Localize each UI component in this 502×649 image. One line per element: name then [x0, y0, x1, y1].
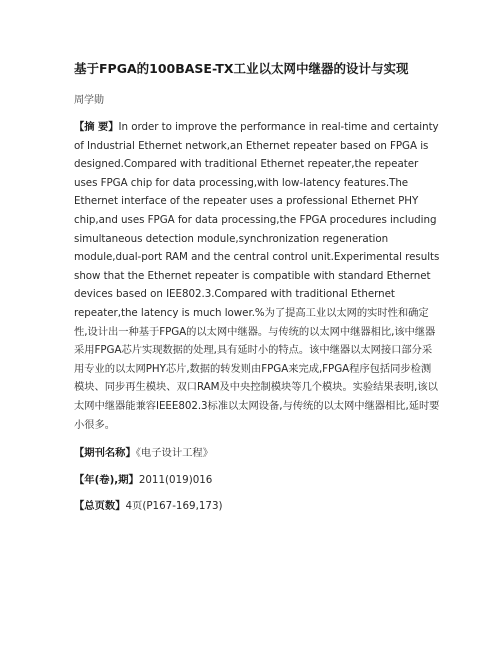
- pages-label: 【总页数】: [74, 500, 126, 513]
- journal-label: 【期刊名称】: [74, 447, 136, 460]
- abstract-paragraph: [74, 118, 440, 434]
- document-page: [74, 58, 440, 515]
- abstract-text: In order to improve the performance in real-time and certainty of Industrial Ethernet network,an Ethernet repeater based on FPGA is designed.Compared with traditional Ethernet repeater,the repeater uses FPGA chip for data processing,with low-latency features.The Ethernet interface of the repeater uses a professional Ethernet PHY chip,and uses FPGA for data processing,the FPGA procedures including simultaneous detection module,synchronization regeneration module,dual-port RAM and the central control unit.Experimental results show that the Ethernet repeater is compatible with standard Ethernet devices based on IEE802.3.Compared with traditional Ethernet repeater,the latency is much lower.%为了提高工业以太网的实时性和确定性,设计出一种基于FPGA的以太网中继器。与传统的以太网中继器相比,该中继器采用FPGA芯片实现数据的处理,具有延时小的特点。该中继器以太网接口部分采用专业的以太网PHY芯片,数据的转发则由FPGA来完成,FPGA程序包括同步检测模块、同步再生模块、双口RAM及中央控制模块等几个模块。实验结果表明,该以太网中继器能兼容IEEE802.3标准以太网设备,与传统的以太网中继器相比,延时要小很多。: [74, 121, 440, 431]
- author-name: 周学勋: [74, 95, 104, 106]
- document-title: 基于FPGA的100BASE-TX工业以太网中继器的设计与实现: [74, 61, 409, 76]
- journal-field: [74, 444, 440, 462]
- volume-value: 2011(019)016: [138, 474, 213, 487]
- volume-label: 【年(卷),期】: [74, 474, 139, 487]
- volume-field: [74, 471, 440, 489]
- pages-value: 4页(P167-169,173): [125, 500, 223, 513]
- pages-field: [74, 497, 440, 515]
- journal-value: 《电子设计工程》: [135, 447, 214, 460]
- abstract-label: 【摘 要】: [74, 121, 119, 133]
